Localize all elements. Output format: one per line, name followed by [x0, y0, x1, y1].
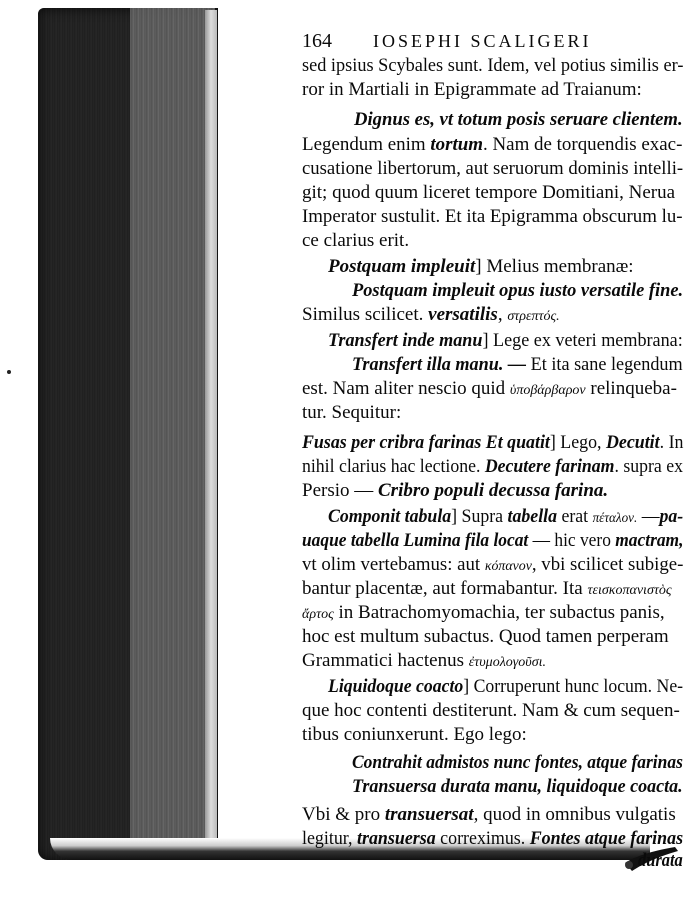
text-line	[302, 158, 683, 180]
text-run: erat	[556, 506, 593, 527]
greek-word: ἐτυμολογοῦσι.	[468, 655, 546, 670]
italic-text: pa-	[659, 506, 684, 527]
italic-text: Postquam impleuit opus iusto versatile fine.	[352, 280, 684, 301]
italic-text: Postquam impleuit	[328, 256, 476, 277]
greek-word: τεισκοπανιστὸς	[587, 583, 672, 598]
text-run: ] Lege ex veteri membrana:	[482, 330, 683, 351]
greek-word: στρεπτός.	[507, 309, 560, 324]
page-number: 164	[302, 30, 332, 52]
text-run: Vbi & pro	[302, 804, 385, 825]
text-run: , quod in omnibus vulgatis	[473, 804, 676, 825]
text-line	[302, 530, 683, 552]
page-edges-highlight	[130, 8, 215, 860]
text-run: Imperator sustulit. Et ita Epigramma obscurum lu-	[302, 206, 683, 227]
text-run: ] Melius membranæ:	[475, 256, 634, 277]
text-line	[302, 578, 672, 602]
italic-text: transuersa	[357, 828, 436, 849]
italic-text: transuersat	[384, 804, 474, 825]
text-run: legitur,	[302, 828, 358, 849]
text-run: nihil clarius hac lectione.	[302, 456, 485, 477]
text-run: correximus.	[435, 828, 530, 849]
text-line	[302, 602, 665, 626]
text-line	[302, 724, 527, 746]
text-run: ] Lego,	[549, 432, 606, 453]
text-run: Grammatici hactenus	[302, 650, 469, 671]
greek-word: κόπανον	[484, 559, 532, 574]
text-line	[302, 432, 683, 454]
italic-text: mactram,	[615, 530, 684, 551]
text-run: tur. Sequitur:	[302, 402, 402, 423]
italic-text: Contrahit admistos nunc fontes, atque farinas	[352, 752, 683, 773]
text-line	[302, 828, 683, 850]
italic-text: Transfert inde manu	[328, 330, 483, 351]
text-line	[302, 206, 683, 228]
text-run: sed ipsius Scybales sunt. Idem, vel potius similis er-	[302, 55, 684, 76]
text-line	[352, 354, 683, 376]
text-line	[302, 378, 677, 402]
text-line	[352, 752, 683, 774]
text-line	[302, 230, 409, 252]
text-run: Legendum enim	[302, 134, 431, 155]
text-run: . supra ex	[614, 456, 683, 477]
text-line	[328, 676, 683, 698]
italic-text: Componit tabula	[328, 506, 452, 527]
italic-text: Transfert illa manu. —	[352, 354, 527, 375]
italic-text: Dignus es, vt totum posis seruare clientem.	[354, 109, 683, 130]
text-run: Et ita sane legendum	[526, 354, 683, 375]
text-line	[302, 182, 675, 204]
italic-text: Transuersa durata manu, liquidoque coacta.	[352, 776, 683, 797]
text-run: ,	[497, 304, 508, 325]
greek-word: πέταλον.	[592, 511, 638, 526]
text-line	[302, 79, 642, 101]
text-line	[302, 554, 683, 578]
text-run: bantur placentæ, aut formabantur. Ita	[302, 578, 588, 599]
text-line	[302, 402, 401, 424]
text-line	[302, 456, 683, 478]
text-line	[302, 480, 608, 502]
text-line	[328, 506, 683, 530]
text-line	[302, 55, 683, 77]
italic-text: versatilis	[428, 304, 498, 325]
text-run: hoc est multum subactus. Quod tamen perperam	[302, 626, 669, 647]
text-run: — hic vero	[528, 530, 616, 551]
text-run: est. Nam aliter nescio quid	[302, 378, 510, 399]
text-run: vt olim vertebamus: aut	[302, 554, 485, 575]
text-run: relinqueba-	[585, 378, 677, 399]
running-head-title: IOSEPHI SCALIGERI	[373, 31, 592, 51]
italic-text: Decutere farinam	[484, 456, 615, 477]
text-line	[302, 700, 680, 722]
text-run: . Nam de torquendis exac-	[483, 134, 683, 155]
text-run: ] Supra	[451, 506, 508, 527]
text-line	[328, 330, 683, 352]
running-header	[302, 30, 592, 52]
text-line	[354, 109, 683, 131]
greek-word: ὑποβάρβαρον	[509, 383, 586, 398]
text-line	[328, 256, 634, 278]
italic-text: tortum	[430, 134, 484, 155]
text-run: Similus scilicet.	[302, 304, 429, 325]
text-line	[302, 650, 546, 674]
text-run: git; quod quum liceret tempore Domitiani, Nerua	[302, 182, 676, 203]
text-line	[302, 134, 682, 156]
text-line	[352, 776, 683, 798]
text-line	[638, 850, 683, 872]
text-run: . In	[659, 432, 684, 453]
italic-text: uaque tabella Lumina fila locat	[302, 530, 529, 551]
italic-text: Liquidoque coacto	[328, 676, 464, 697]
text-run: tibus coniunxerunt. Ego lego:	[302, 724, 527, 745]
text-run: ror in Martiali in Epigrammate ad Traianum:	[302, 79, 642, 100]
text-run: , vbi scilicet subige-	[531, 554, 684, 575]
italic-text: Decutit	[605, 432, 660, 453]
page-gutter	[205, 10, 217, 858]
text-line	[302, 626, 669, 648]
text-page	[218, 8, 687, 871]
text-line	[302, 304, 560, 328]
text-run: —	[637, 506, 660, 527]
italic-text: Cribro populi decussa farina.	[378, 480, 609, 501]
text-line	[302, 804, 676, 826]
italic-text: Fusas per cribra farinas Et quatit	[302, 432, 550, 453]
text-line	[352, 280, 683, 302]
text-run: ce clarius erit.	[302, 230, 410, 251]
text-run: ] Corruperunt hunc locum. Ne-	[463, 676, 684, 697]
text-run: cusatione libertorum, aut seruorum dominis intelli-	[302, 158, 684, 179]
text-run: Persio —	[302, 480, 378, 501]
text-run: in Batrachomyomachia, ter subactus panis,	[333, 602, 665, 623]
italic-text: Fontes atque farinas	[529, 828, 684, 849]
text-run: que hoc contenti destiterunt. Nam & cum sequen-	[302, 700, 680, 721]
italic-text: tabella	[507, 506, 557, 527]
greek-word: ἄρτος	[302, 607, 334, 622]
stray-speck	[7, 370, 11, 374]
italic-text: durata	[638, 850, 683, 871]
